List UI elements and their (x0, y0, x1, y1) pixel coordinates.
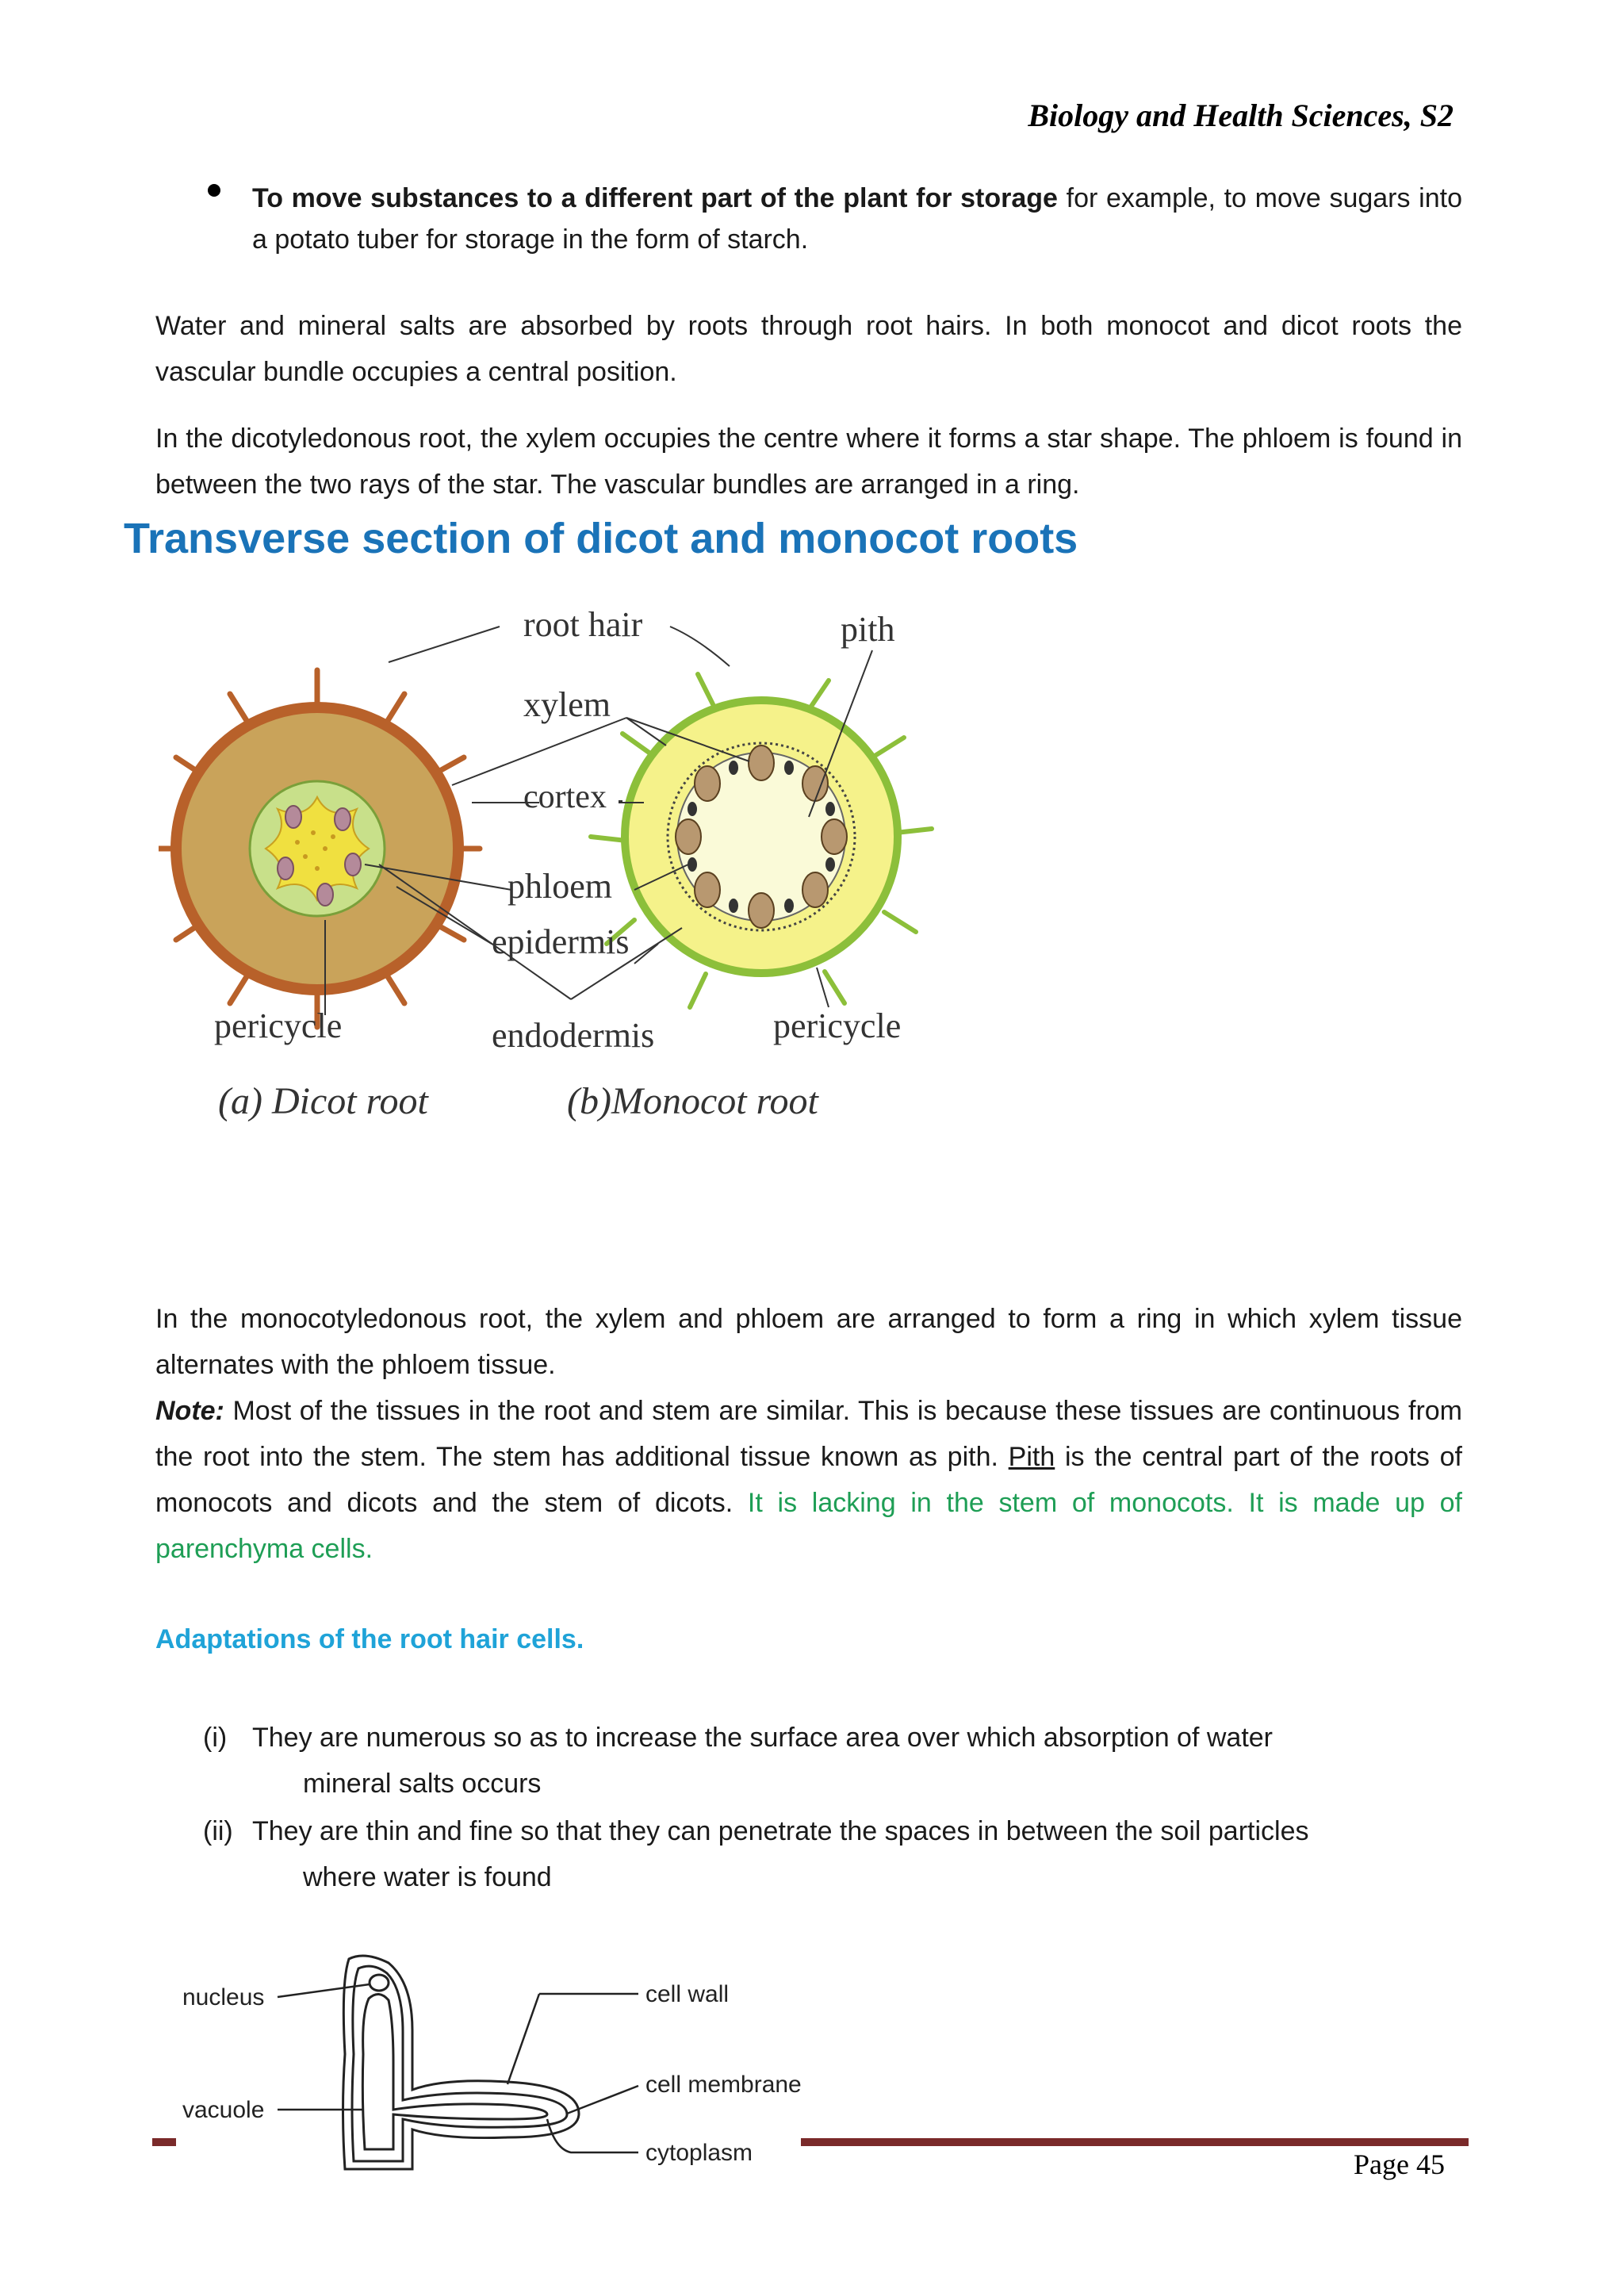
note-text-1: Most of the tissues in the root and stem are similar. This is because these tissues are continuous from the root into the stem. The stem has additional tissue known as pith. (155, 1396, 1462, 1472)
bullet-rest-text: for example, to move sugars into a potato tuber for storage in the form of starch. (252, 183, 1462, 255)
page-header-title: Biology and Health Sciences, S2 (1028, 98, 1454, 133)
paragraph-dicot-root: In the dicotyledonous root, the xylem occupies the centre where it forms a star shape. The phloem is found in between the two rays of the star. The vascular bundles are arranged in a ring. (155, 424, 1462, 500)
note-pith-term: Pith (1008, 1442, 1055, 1472)
root-hair-cell-figure (174, 1951, 809, 2181)
label-cortex: cortex (523, 779, 607, 815)
label-pith: pith (841, 610, 895, 649)
adaptation-label-1: (i) (203, 1723, 228, 1753)
bullet-item (252, 178, 1462, 260)
adaptation-line2-2: where water is found (303, 1862, 552, 1892)
footer-rule-right (801, 2138, 1469, 2146)
label-phloem: phloem (508, 867, 612, 906)
adaptation-item-2 (203, 1808, 1462, 1900)
footer-rule-left (152, 2138, 176, 2146)
root-cross-section-figure (159, 595, 983, 1150)
label-epidermis: epidermis (492, 922, 630, 961)
caption-monocot-root: (b)Monocot root (567, 1080, 818, 1122)
label-cell-wall: cell wall (645, 1981, 730, 2007)
note-green-text: It is lacking in the stem of monocots. It is made up of parenchyma cells. (155, 1488, 1463, 1564)
label-root-hair: root hair (523, 605, 643, 644)
label-cytoplasm: cytoplasm (645, 2140, 753, 2166)
adaptation-label-2: (ii) (203, 1816, 233, 1846)
label-pericycle-right: pericycle (773, 1006, 902, 1045)
bullet-dot (208, 184, 220, 197)
note-text-2: is the central part of the roots of monocots and dicots and the stem of dicots. (155, 1442, 1463, 1518)
caption-dicot-root: (a) Dicot root (218, 1080, 428, 1122)
section-heading: Transverse section of dicot and monocot roots (124, 515, 1078, 562)
dicot-root-diagram (159, 670, 480, 1027)
adaptation-item-1 (203, 1715, 1462, 1807)
label-pericycle-left: pericycle (214, 1006, 343, 1045)
adaptation-line2-1: mineral salts occurs (303, 1769, 542, 1799)
bullet-bold-text: To move substances to a different part of the plant for storage (252, 183, 1058, 213)
label-endodermis: endodermis (492, 1016, 655, 1055)
paragraph-monocot-root: In the monocotyledonous root, the xylem and phloem are arranged to form a ring in which xylem tissue alternates with the phloem tissue. (155, 1304, 1462, 1380)
adaptation-line1-1: They are numerous so as to increase the surface area over which absorption of water (252, 1723, 1274, 1753)
page-number: Page 45 (1354, 2148, 1445, 2180)
label-nucleus: nucleus (182, 1984, 265, 2010)
note-label: Note: (155, 1396, 224, 1426)
label-xylem: xylem (523, 685, 611, 724)
sub-heading-adaptations: Adaptations of the root hair cells. (155, 1624, 584, 1654)
root-hair-cell-outline (343, 1956, 580, 2169)
adaptation-line1-2: They are thin and fine so that they can penetrate the spaces in between the soil particles (252, 1816, 1309, 1846)
label-cell-membrane: cell membrane (645, 2072, 802, 2098)
paragraph-absorption: Water and mineral salts are absorbed by roots through root hairs. In both monocot and dicot roots the vascular bundle occupies a central position. (155, 311, 1462, 387)
label-vacuole: vacuole (182, 2097, 265, 2123)
paragraph-note (155, 1388, 1462, 1572)
